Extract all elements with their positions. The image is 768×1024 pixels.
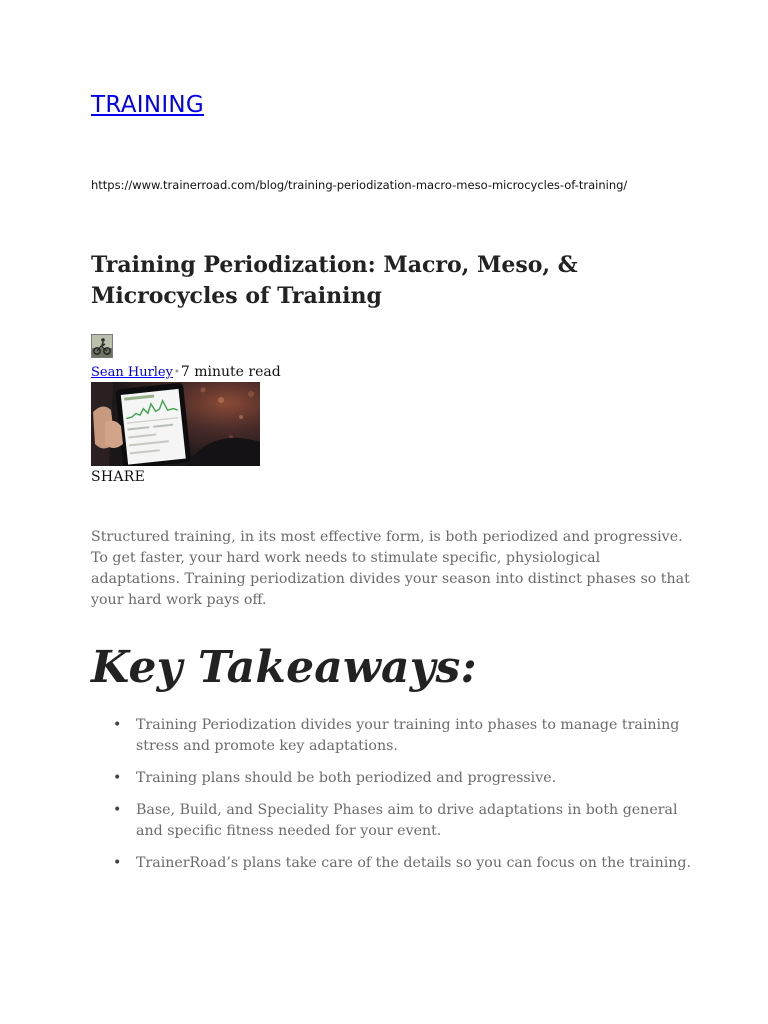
training-section-link[interactable]: TRAINING bbox=[91, 92, 205, 118]
source-url: https://www.trainerroad.com/blog/training-periodization-macro-meso-microcycles-of-training/ bbox=[91, 178, 628, 192]
key-takeaways-heading: Key Takeaways: bbox=[91, 642, 477, 693]
byline-separator: • bbox=[173, 367, 180, 378]
list-item bbox=[91, 800, 691, 842]
cyclist-photo-icon bbox=[92, 335, 112, 357]
share-label[interactable]: SHARE bbox=[91, 469, 146, 485]
article-title: Training Periodization: Macro, Meso, & Microcycles of Training bbox=[91, 252, 578, 309]
intro-paragraph: Structured training, in its most effective form, is both periodized and progressive. To get faster, your hard work needs to stimulate specific, physiological adaptations. Training periodization divides your season into distinct phases so that your hard work pays off. bbox=[91, 529, 690, 608]
article-byline bbox=[91, 363, 281, 382]
tablet-photo-icon bbox=[91, 382, 260, 466]
list-item-text: Training plans should be both periodized and progressive. bbox=[136, 770, 557, 786]
list-item bbox=[91, 853, 691, 874]
list-item-text: Base, Build, and Speciality Phases aim to drive adaptations in both general and specific fitness needed for your event. bbox=[136, 802, 678, 839]
list-item-text: Training Periodization divides your training into phases to manage training stress and promote key adaptations. bbox=[136, 717, 680, 754]
bullet: • bbox=[113, 717, 122, 733]
list-item bbox=[91, 768, 691, 789]
list-item bbox=[91, 715, 691, 757]
bullet: • bbox=[113, 855, 122, 871]
read-time: 7 minute read bbox=[180, 364, 281, 380]
takeaways-list bbox=[91, 715, 691, 885]
hero-image bbox=[91, 382, 260, 466]
bullet: • bbox=[113, 802, 122, 818]
author-avatar[interactable] bbox=[91, 334, 113, 358]
bullet: • bbox=[113, 770, 122, 786]
author-link[interactable]: Sean Hurley bbox=[91, 365, 173, 380]
list-item-text: TrainerRoad’s plans take care of the details so you can focus on the training. bbox=[136, 855, 692, 871]
